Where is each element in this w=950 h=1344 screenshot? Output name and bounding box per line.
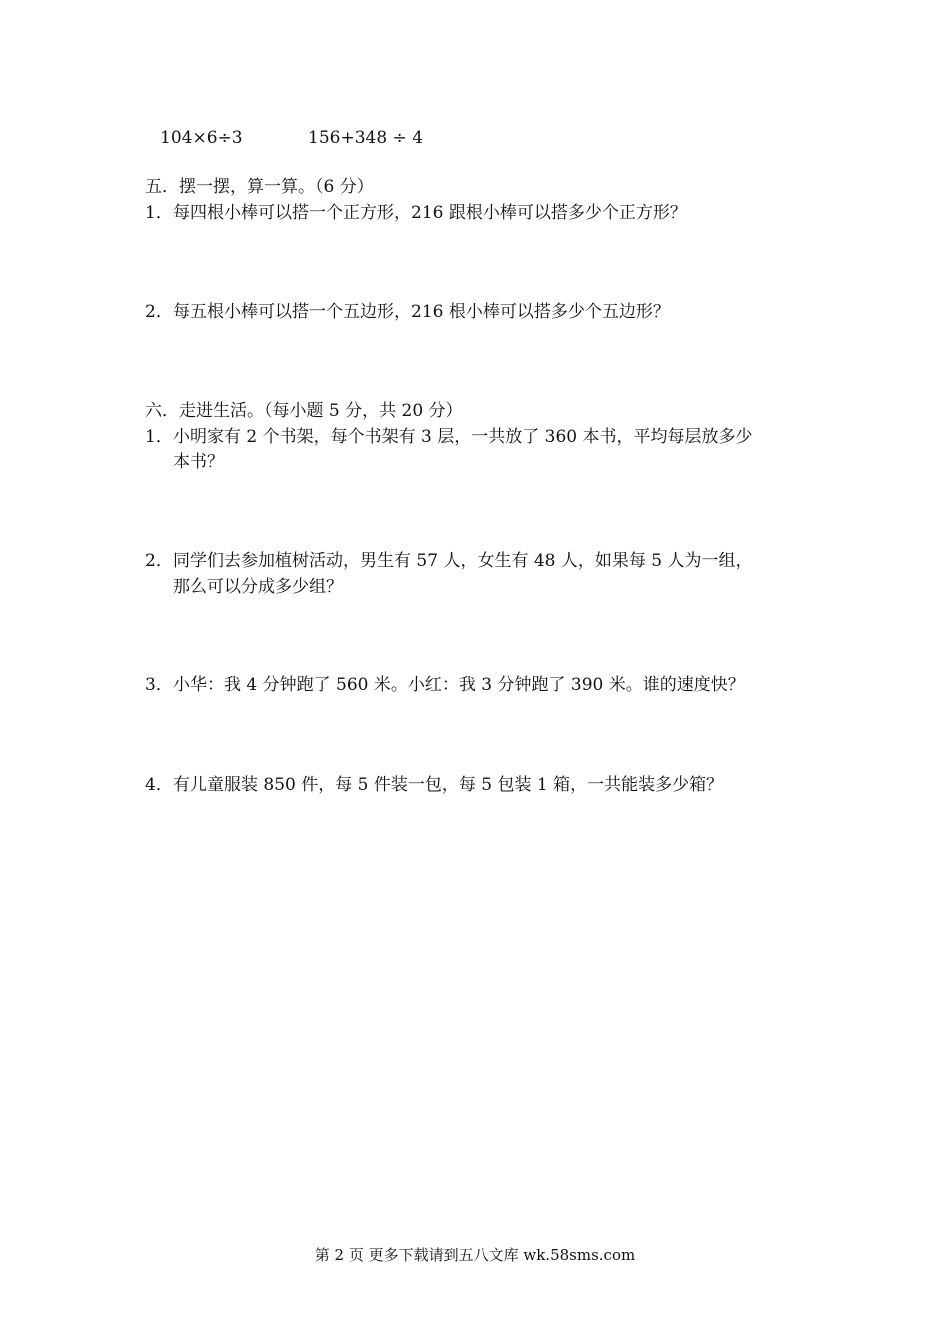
section-6-question-2-line-2: 那么可以分成多少组？ <box>173 577 343 597</box>
section-6-question-1-line-2: 本书？ <box>173 452 224 472</box>
section-6-question-1 <box>145 426 753 448</box>
section-6-title: 六．走进生活。（每小题 5 分，共 20 分） <box>145 401 463 421</box>
question-text-line-1: 小明家有 2 个书架，每个书架有 3 层，一共放了 360 本书，平均每层放多少 <box>173 427 753 447</box>
question-text-line-1: 小华：我 4 分钟跑了 560 米。小红：我 3 分钟跑了 390 米。谁的速度快？ <box>173 675 745 695</box>
expression-1: 104×6÷3 <box>160 128 243 148</box>
section-6-question-2 <box>145 550 753 572</box>
question-number: 3． <box>145 675 173 695</box>
section-6-question-3 <box>145 674 745 696</box>
page-footer: 第 2 页 更多下载请到五八文库 wk.58sms.com <box>314 1246 636 1264</box>
question-text-line-1: 同学们去参加植树活动，男生有 57 人，女生有 48 人，如果每 5 人为一组， <box>173 551 753 571</box>
question-text: 每四根小棒可以搭一个正方形，216 跟根小棒可以搭多少个正方形？ <box>173 203 687 223</box>
question-number: 1． <box>145 203 173 223</box>
question-text-line-1: 有儿童服装 850 件，每 5 件装一包，每 5 包装 1 箱，一共能装多少箱？ <box>173 775 724 795</box>
question-number: 2． <box>145 551 173 571</box>
section-5-question-1 <box>145 202 687 224</box>
section-5-question-2 <box>145 301 670 323</box>
question-number: 4． <box>145 775 173 795</box>
expression-2: 156+348 ÷ 4 <box>308 128 424 148</box>
question-number: 2． <box>145 302 173 322</box>
section-6-question-4 <box>145 774 723 796</box>
section-5-title: 五．摆一摆，算一算。（6 分） <box>145 177 374 197</box>
question-text: 每五根小棒可以搭一个五边形，216 根小棒可以搭多少个五边形？ <box>173 302 670 322</box>
question-number: 1． <box>145 427 173 447</box>
